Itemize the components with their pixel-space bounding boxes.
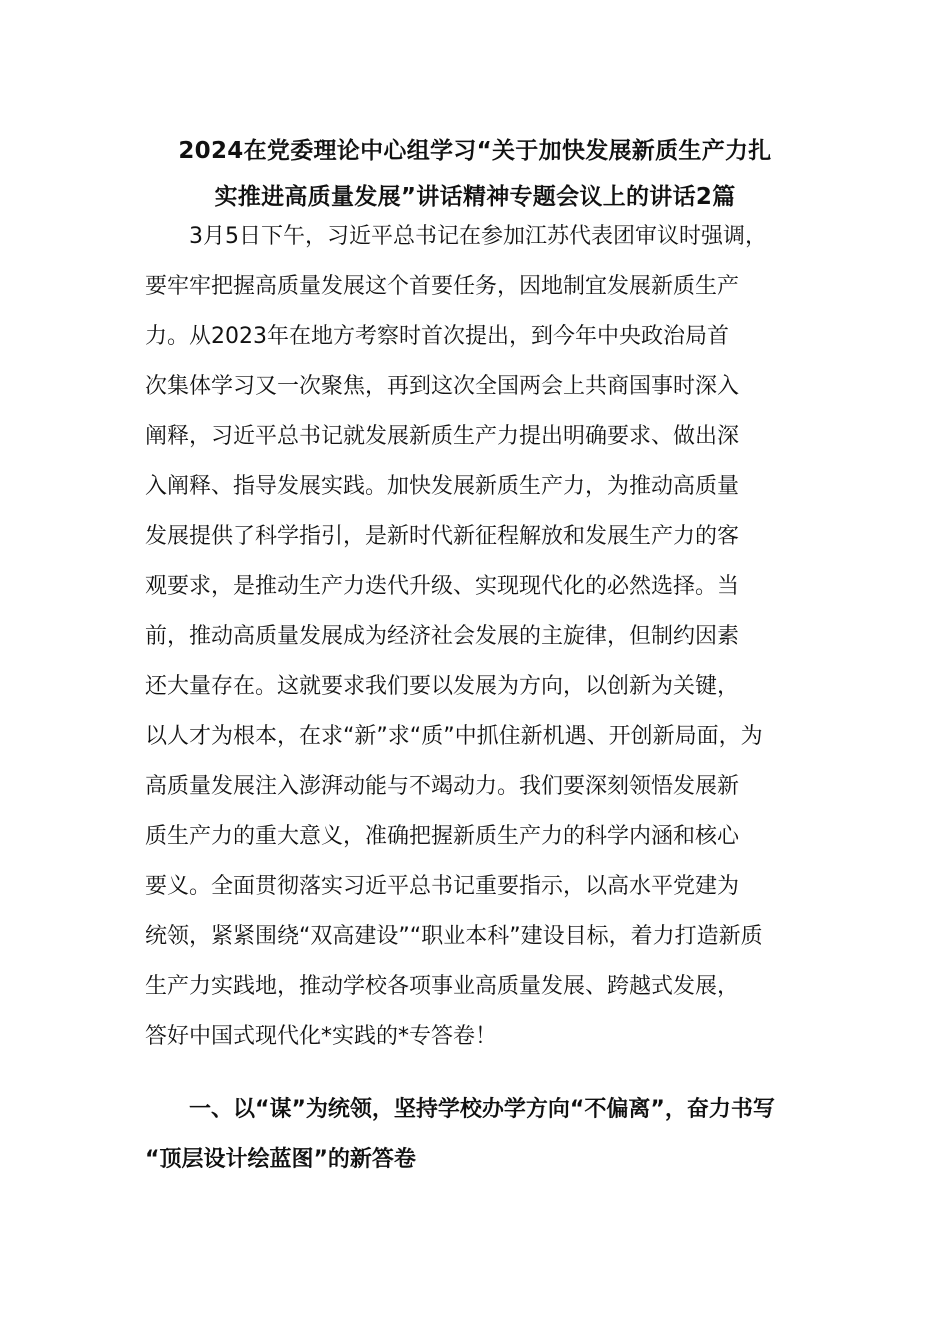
paragraph-line: 生产力实践地，推动学校各项事业高质量发展、跨越式发展， bbox=[145, 974, 740, 999]
title-line-1: 2024在党委理论中心组学习“关于加快发展新质生产力扎 bbox=[178, 138, 772, 164]
paragraph-line: 答好中国式现代化*实践的*专答卷！ bbox=[145, 1024, 498, 1049]
paragraph-line: 以人才为根本，在求“新”求“质”中抓住新机遇、开创新局面，为 bbox=[145, 724, 763, 749]
paragraph-line: 高质量发展注入澎湃动能与不竭动力。我们要深刻领悟发展新 bbox=[145, 774, 740, 799]
heading-line-1: 一、以“谋”为统领，坚持学校办学方向“不偏离”，奋力书写 bbox=[189, 1097, 775, 1122]
document-title bbox=[130, 128, 820, 220]
paragraph-line: 统领，紧紧围绕“双高建设”“职业本科”建设目标，着力打造新质 bbox=[145, 924, 763, 949]
paragraph-line: 要牢牢把握高质量发展这个首要任务，因地制宜发展新质生产 bbox=[145, 274, 740, 299]
paragraph-line: 3月5日下午，习近平总书记在参加江苏代表团审议时强调， bbox=[189, 224, 767, 249]
heading-line-2: “顶层设计绘蓝图”的新答卷 bbox=[145, 1147, 416, 1172]
title-line-2: 实推进高质量发展”讲话精神专题会议上的讲话2篇 bbox=[214, 184, 736, 210]
paragraph-line: 阐释，习近平总书记就发展新质生产力提出明确要求、做出深 bbox=[145, 424, 740, 449]
paragraph-line: 质生产力的重大意义，准确把握新质生产力的科学内涵和核心 bbox=[145, 824, 740, 849]
paragraph-line: 发展提供了科学指引，是新时代新征程解放和发展生产力的客 bbox=[145, 524, 740, 549]
paragraph-line: 入阐释、指导发展实践。加快发展新质生产力，为推动高质量 bbox=[145, 474, 740, 499]
paragraph-line: 力。从2023年在地方考察时首次提出，到今年中央政治局首 bbox=[145, 324, 729, 349]
paragraph-line: 要义。全面贯彻落实习近平总书记重要指示，以高水平党建为 bbox=[145, 874, 740, 899]
paragraph-line: 前，推动高质量发展成为经济社会发展的主旋律，但制约因素 bbox=[145, 624, 740, 649]
paragraph-line: 还大量存在。这就要求我们要以发展为方向，以创新为关键， bbox=[145, 674, 740, 699]
paragraph-line: 观要求，是推动生产力迭代升级、实现现代化的必然选择。当 bbox=[145, 574, 740, 599]
intro-paragraph bbox=[145, 212, 835, 1062]
paragraph-line: 次集体学习又一次聚焦，再到这次全国两会上共商国事时深入 bbox=[145, 374, 740, 399]
section-heading bbox=[145, 1085, 835, 1185]
